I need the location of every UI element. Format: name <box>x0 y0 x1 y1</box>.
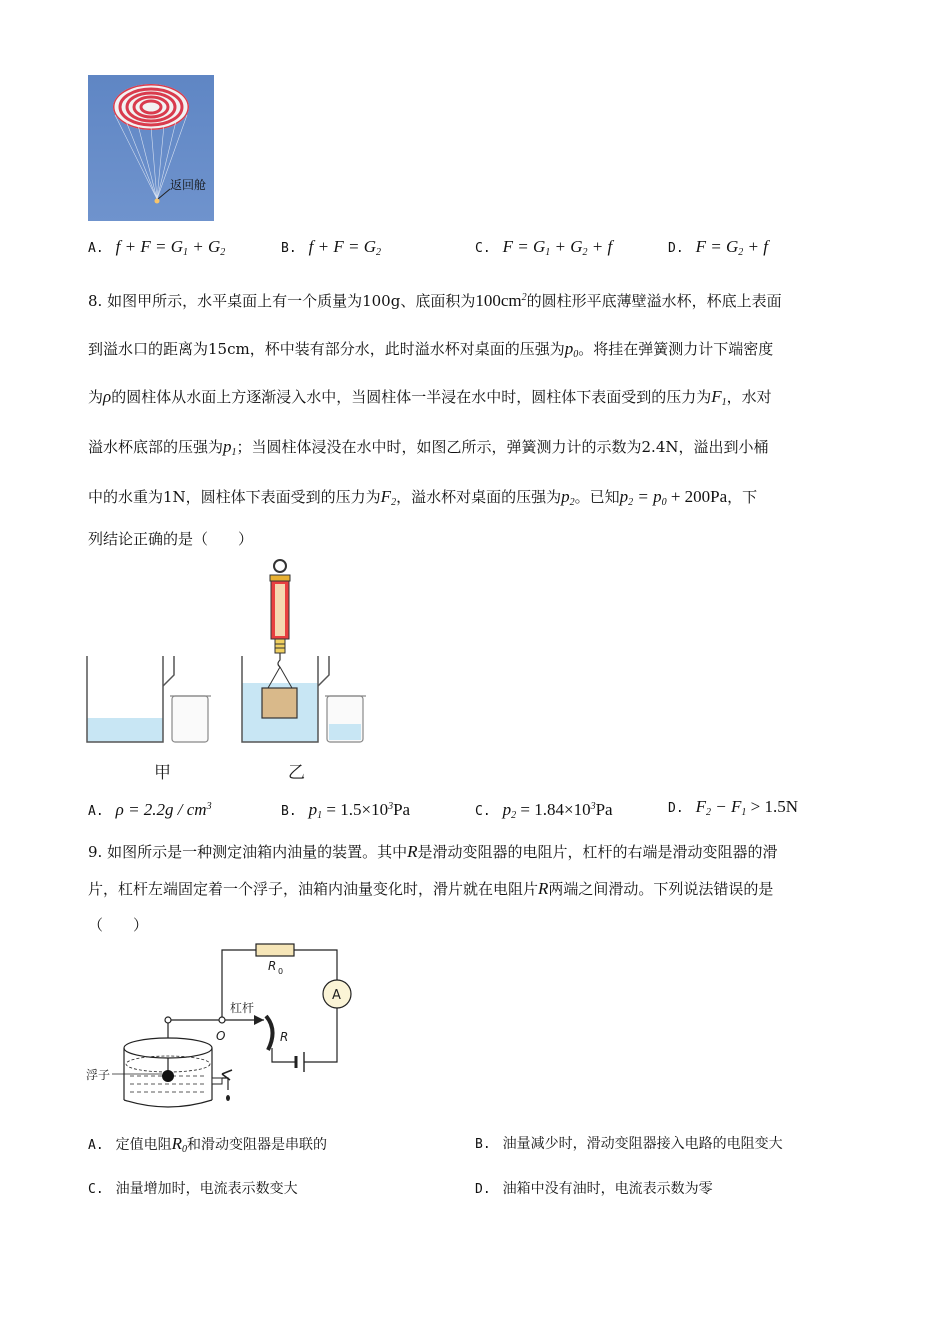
q8-line-6: 列结论正确的是（ ） <box>88 530 254 548</box>
r0-label: R <box>268 959 277 973</box>
q7-option-d[interactable]: D. $F = G_2 + f$ <box>668 237 768 258</box>
q9-circuit-figure <box>82 938 362 1120</box>
q8-line-4: 溢水杯底部的压强为$p_1$；当圆柱体浸没在水中时，如图乙所示，弹簧测力计的示数为2.4N，溢出到小桶 <box>88 437 769 458</box>
q8-line-3: 为ρ的圆柱体从水面上方逐渐浸入水中，当圆柱体一半浸在水中时，圆柱体下表面受到的压力为$F_1$，水对 <box>88 387 772 408</box>
label-jia: 甲 <box>154 763 171 783</box>
q8-option-b[interactable]: B. $p_1 = 1.5\times 10^3Pa$ <box>281 800 411 821</box>
q8-option-a[interactable]: A. $\rho = 2.2g / cm^3$ <box>88 800 212 819</box>
q7-option-a[interactable]: A. $f + F = G_1 + G_2$ <box>88 237 226 258</box>
q8-line-1: 8. 如图甲所示，水平桌面上有一个质量为100g、底面积为$100cm^2$的圆柱形平底薄壁溢水杯，杯底上表面 <box>88 291 782 310</box>
q8-line-5: 中的水重为1N，圆柱体下表面受到的压力为$F_2$，溢水杯对桌面的压强为$p_2$。已知$p_2 = p_0 + 200Pa$，下 <box>88 487 758 508</box>
q9-line-1: 9. 如图所示是一种测定油箱内油量的装置。其中R是滑动变阻器的电阻片，杠杆的右端是滑动变阻器的滑 <box>88 842 778 861</box>
q9-option-b[interactable]: B. 油量减少时，滑动变阻器接入电路的电阻变大 <box>475 1136 783 1152</box>
r-label: R <box>280 1030 289 1044</box>
q8-option-c[interactable]: C. $p_2 = 1.84\times 10^3Pa$ <box>475 800 613 821</box>
q8-option-d[interactable]: D. $F_2 - F_1 > 1.5N$ <box>668 797 799 818</box>
r0-sub: 0 <box>278 967 284 976</box>
q9-option-c[interactable]: C. 油量增加时，电流表示数变大 <box>88 1181 298 1197</box>
q9-line-2: 片，杠杆左端固定着一个浮子，油箱内油量变化时，滑片就在电阻片R两端之间滑动。下列说法错误的是 <box>88 879 774 898</box>
ammeter-label: A <box>332 988 341 1003</box>
lever-label: 杠杆 <box>230 1001 255 1015</box>
q7-option-c[interactable]: C. $F = G_1 + G_2 + f$ <box>475 237 613 258</box>
label-yi: 乙 <box>288 763 305 783</box>
q9-line-3: （ ） <box>88 916 149 934</box>
q9-option-d[interactable]: D. 油箱中没有油时，电流表示数为零 <box>475 1181 713 1197</box>
float-label: 浮子 <box>86 1068 111 1082</box>
pivot-label: O <box>216 1029 226 1043</box>
q8-line-2: 到溢水口的距离为15cm，杯中装有部分水，此时溢水杯对桌面的压强为$p_0$。将挂在弹簧测力计下端密度 <box>88 339 774 360</box>
q9-option-a[interactable]: A. 定值电阻$R_0$和滑动变阻器是串联的 <box>88 1134 328 1155</box>
parachute-photo <box>88 75 214 221</box>
q7-option-b[interactable]: B. $f + F = G_2$ <box>281 237 381 258</box>
capsule-label: 返回舱 <box>170 178 207 192</box>
q8-figure <box>84 556 384 786</box>
